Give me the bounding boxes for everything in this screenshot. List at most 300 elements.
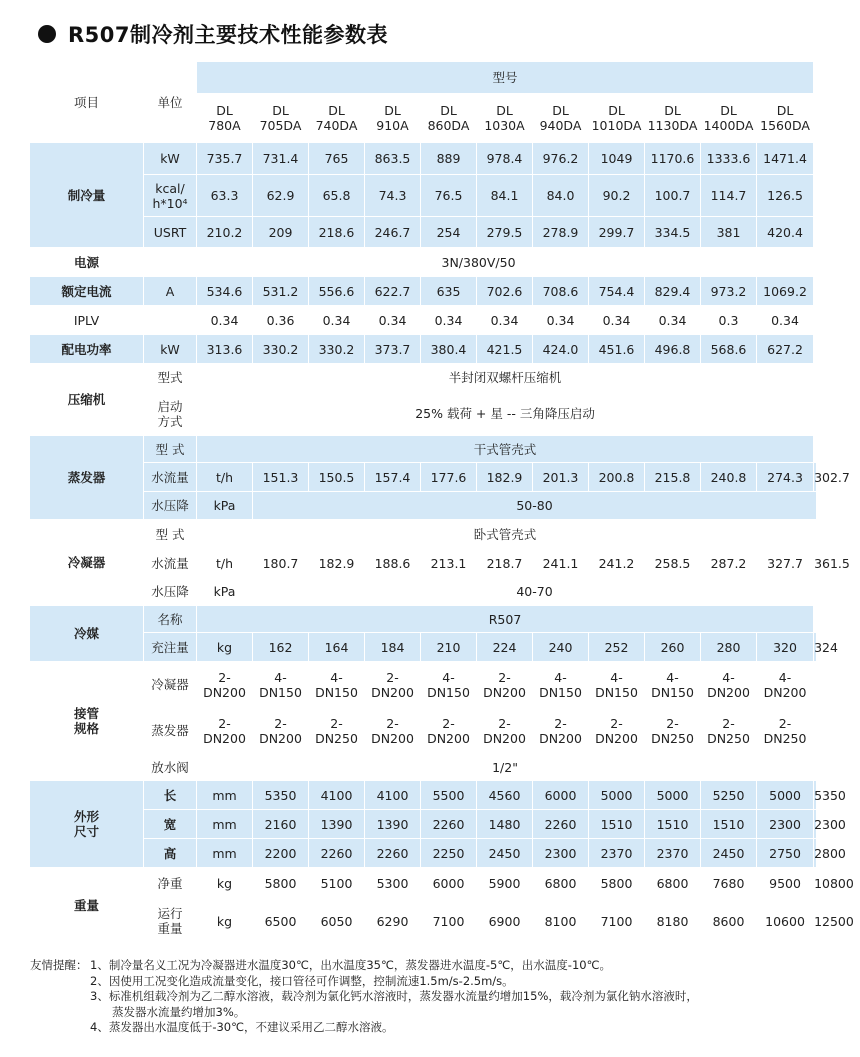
data-cell: 381: [701, 217, 757, 248]
data-cell: 4560: [477, 781, 533, 810]
data-cell: 200.8: [589, 463, 645, 492]
data-cell: 978.4: [477, 143, 533, 175]
condenser-type-label: 型 式: [144, 520, 197, 549]
data-cell-line: 2-: [554, 715, 567, 731]
data-cell: 209: [253, 217, 309, 248]
data-cell: [701, 708, 757, 754]
data-cell-line: DN200: [203, 730, 246, 746]
data-cell: 568.6: [701, 335, 757, 364]
data-cell-line: DN150: [651, 684, 694, 700]
table-row: [30, 578, 817, 606]
data-cell: 150.5: [309, 463, 365, 492]
data-cell: [309, 662, 365, 708]
data-cell-line: 2-: [218, 669, 231, 685]
evaporator-flow-label: 水流量: [144, 463, 197, 492]
evaporator-drop-value: 50-80: [253, 492, 817, 520]
refrigerant-label: 冷媒: [30, 606, 144, 662]
table-row: [30, 364, 817, 392]
unit-cell: USRT: [144, 217, 197, 248]
note-item: 4、蒸发器出水温度低于-30℃，不建议采用乙二醇水溶液。: [90, 1020, 394, 1034]
model-cell-line: 740DA: [315, 118, 358, 133]
data-cell: 63.3: [197, 175, 253, 217]
condenser-drop-value: 40-70: [253, 578, 817, 606]
data-cell: 6500: [253, 900, 309, 943]
model-cell-line: DL: [720, 103, 737, 118]
piping-drain-label: 放水阀: [144, 754, 197, 781]
table-row: [30, 810, 817, 839]
power-input-label: 配电功率: [30, 335, 144, 364]
data-cell: 0.34: [645, 306, 701, 335]
data-cell: 5000: [589, 781, 645, 810]
note-row-3b: [30, 1005, 830, 1021]
data-cell-line: DN200: [539, 730, 582, 746]
data-cell: 84.1: [477, 175, 533, 217]
dimensions-label: [30, 781, 144, 868]
unit-cell: mm: [197, 839, 253, 868]
condenser-drop-label: 水压降: [144, 578, 197, 606]
evaporator-drop-label: 水压降: [144, 492, 197, 520]
data-cell: 534.6: [197, 277, 253, 306]
data-cell: 5900: [477, 868, 533, 900]
data-cell: 126.5: [757, 175, 814, 217]
data-cell: 735.7: [197, 143, 253, 175]
data-cell: 114.7: [701, 175, 757, 217]
data-cell: [253, 662, 309, 708]
model-cell-line: 1560DA: [760, 118, 810, 133]
data-cell: [757, 662, 814, 708]
data-cell: 1480: [477, 810, 533, 839]
weight-label: 重量: [30, 868, 144, 943]
unit-cell: kg: [197, 900, 253, 943]
model-cell: [701, 94, 757, 143]
model-cell: [197, 94, 253, 143]
model-cell-line: 940DA: [539, 118, 582, 133]
data-cell-line: DN250: [707, 730, 750, 746]
compressor-start-label: [144, 392, 197, 436]
data-cell: 2450: [477, 839, 533, 868]
data-cell: 4100: [365, 781, 421, 810]
bullet-icon: [38, 25, 56, 43]
data-cell: [477, 662, 533, 708]
data-cell: 5000: [645, 781, 701, 810]
data-cell: 215.8: [645, 463, 701, 492]
data-cell: 7100: [589, 900, 645, 943]
data-cell: 6800: [533, 868, 589, 900]
title-text: R507制冷剂主要技术性能参数表: [68, 23, 389, 47]
data-cell: 302.7: [814, 463, 817, 492]
data-cell-line: 2-: [666, 715, 679, 731]
data-cell-line: 2-: [386, 715, 399, 731]
net-weight-label: 净重: [144, 868, 197, 900]
data-cell: 324: [814, 633, 817, 662]
data-cell: 731.4: [253, 143, 309, 175]
data-cell: 0.34: [533, 306, 589, 335]
data-cell-line: 4-: [666, 669, 679, 685]
data-cell: 5800: [253, 868, 309, 900]
condenser-label: 冷凝器: [30, 520, 144, 606]
data-cell: 252: [589, 633, 645, 662]
unit-cell: kW: [144, 335, 197, 364]
data-cell: 0.36: [253, 306, 309, 335]
model-cell-line: 780A: [208, 118, 241, 133]
note-row-1: [30, 958, 830, 974]
data-cell: 7680: [701, 868, 757, 900]
unit-cell: t/h: [197, 549, 253, 578]
data-cell: 0.34: [421, 306, 477, 335]
data-cell: 863.5: [365, 143, 421, 175]
model-cell: [421, 94, 477, 143]
model-cell-line: DL: [776, 103, 794, 118]
data-cell: [645, 662, 701, 708]
data-cell-line: DN200: [371, 730, 414, 746]
data-cell-line: DN200: [707, 684, 750, 700]
data-cell: 0.34: [477, 306, 533, 335]
data-cell: 5350: [253, 781, 309, 810]
table-row: [30, 306, 817, 335]
data-cell: 334.5: [645, 217, 701, 248]
data-cell: [365, 662, 421, 708]
compressor-start-label-line: 方式: [157, 413, 183, 429]
data-cell: 246.7: [365, 217, 421, 248]
data-cell: 184: [365, 633, 421, 662]
data-cell: 2800: [814, 839, 817, 868]
data-cell: 5250: [701, 781, 757, 810]
table-row: [30, 436, 817, 463]
data-cell: 6000: [421, 868, 477, 900]
model-cell-line: 1030A: [484, 118, 525, 133]
data-cell-line: 2-: [274, 715, 287, 731]
power-value: 3N/380V/50: [144, 248, 814, 277]
data-cell: 496.8: [645, 335, 701, 364]
dimensions-label-line: 尺寸: [73, 824, 99, 839]
table-row: [30, 549, 817, 578]
refrigerant-charge-label: 充注量: [144, 633, 197, 662]
data-cell: 2370: [645, 839, 701, 868]
data-cell: 2260: [421, 810, 477, 839]
data-cell: 1170.6: [645, 143, 701, 175]
data-cell: 218.6: [309, 217, 365, 248]
model-cell-line: 860DA: [427, 118, 470, 133]
data-cell: 627.2: [757, 335, 814, 364]
notes: [30, 958, 830, 1036]
piping-label-line: 规格: [73, 721, 99, 736]
data-cell-line: DN150: [539, 684, 582, 700]
data-cell-line: 4-: [778, 669, 792, 685]
data-cell: 210: [421, 633, 477, 662]
compressor-label: 压缩机: [30, 364, 144, 436]
table-row: [30, 662, 817, 708]
unit-cell: kPa: [197, 492, 253, 520]
data-cell-line: 4-: [554, 669, 567, 685]
table-row: [30, 633, 817, 662]
table-row: [30, 175, 817, 217]
data-cell: [589, 708, 645, 754]
data-cell: 2450: [701, 839, 757, 868]
data-cell: 10800: [814, 868, 817, 900]
data-cell: 2260: [309, 839, 365, 868]
power-label: 电源: [30, 248, 144, 277]
model-cell-line: DL: [552, 103, 569, 118]
data-cell-line: 2-: [498, 669, 511, 685]
data-cell: 702.6: [477, 277, 533, 306]
data-cell: 889: [421, 143, 477, 175]
data-cell-line: 2-: [498, 715, 511, 731]
data-cell: 241.2: [589, 549, 645, 578]
data-cell: [197, 708, 253, 754]
data-cell: 1333.6: [701, 143, 757, 175]
length-label: 长: [144, 781, 197, 810]
data-cell: 330.2: [309, 335, 365, 364]
data-cell: 2370: [589, 839, 645, 868]
data-cell: 0.34: [757, 306, 814, 335]
data-cell: 10600: [757, 900, 814, 943]
model-cell-line: 910A: [376, 118, 409, 133]
data-cell-line: DN200: [371, 684, 414, 700]
data-cell: 278.9: [533, 217, 589, 248]
data-cell: 556.6: [309, 277, 365, 306]
model-cell-line: DL: [440, 103, 457, 118]
data-cell: 218.7: [477, 549, 533, 578]
data-cell: 0.34: [365, 306, 421, 335]
data-cell-line: 4-: [722, 669, 735, 685]
data-cell: 0.34: [589, 306, 645, 335]
model-cell: [253, 94, 309, 143]
unit-cell: kW: [144, 143, 197, 175]
model-cell: [365, 94, 421, 143]
data-cell: 5000: [757, 781, 814, 810]
model-cell-line: DL: [216, 103, 233, 118]
piping-label-line: 接管: [73, 706, 99, 721]
data-cell: 1049: [589, 143, 645, 175]
data-cell: 6900: [477, 900, 533, 943]
table-row: [30, 277, 817, 306]
data-cell: 1510: [589, 810, 645, 839]
data-cell: [197, 662, 253, 708]
data-cell-line: DN200: [483, 684, 526, 700]
data-cell-line: DN200: [427, 730, 470, 746]
data-cell: 424.0: [533, 335, 589, 364]
data-cell: 65.8: [309, 175, 365, 217]
note-row-2: [30, 974, 830, 990]
run-weight-label: [144, 900, 197, 943]
data-cell: 1069.2: [757, 277, 814, 306]
data-cell: 287.2: [701, 549, 757, 578]
data-cell: 1471.4: [757, 143, 814, 175]
data-cell: 754.4: [589, 277, 645, 306]
table-row: [30, 900, 817, 943]
note-item: 1、制冷量名义工况为冷凝器进水温度30℃，出水温度35℃，蒸发器进水温度-5℃，出水温度-10℃。: [90, 958, 611, 972]
piping-drain-value: 1/2": [197, 754, 814, 781]
data-cell: 5800: [589, 868, 645, 900]
data-cell: 0.34: [197, 306, 253, 335]
data-cell: 5500: [421, 781, 477, 810]
data-cell-line: DN250: [651, 730, 694, 746]
data-cell: 6290: [365, 900, 421, 943]
data-cell: 420.4: [757, 217, 814, 248]
table-row: [30, 839, 817, 868]
model-cell-line: DL: [328, 103, 345, 118]
data-cell-line: 4-: [274, 669, 287, 685]
data-cell: 164: [309, 633, 365, 662]
data-cell: 330.2: [253, 335, 309, 364]
data-cell: [477, 708, 533, 754]
data-cell-line: 4-: [610, 669, 623, 685]
note-row-3: [30, 989, 830, 1005]
data-cell: 9500: [757, 868, 814, 900]
unit-cell: A: [144, 277, 197, 306]
table-row: [30, 708, 817, 754]
iplv-label: IPLV: [30, 306, 144, 335]
table-row: [30, 248, 817, 277]
dimensions-label-line: 外形: [73, 809, 99, 824]
data-cell: 5100: [309, 868, 365, 900]
data-cell: [253, 708, 309, 754]
data-cell-line: DN200: [259, 730, 302, 746]
data-cell-line: DN200: [763, 684, 807, 700]
compressor-start-label-line: 启动: [157, 398, 183, 414]
unit-cell-line: h*10⁴: [152, 195, 188, 211]
data-cell: 240.8: [701, 463, 757, 492]
data-cell: 320: [757, 633, 814, 662]
note-item: 3、标准机组载冷剂为乙二醇水溶液，载冷剂为氯化钙水溶液时，蒸发器水流量约增加15%，载冷剂为氯化钠水溶液时，: [90, 989, 698, 1003]
data-cell: 765: [309, 143, 365, 175]
model-cell-line: DL: [496, 103, 513, 118]
data-cell: 213.1: [421, 549, 477, 578]
model-cell-line: 705DA: [259, 118, 302, 133]
evaporator-label: 蒸发器: [30, 436, 144, 520]
cooling-label: 制冷量: [30, 143, 144, 248]
data-cell-line: 4-: [330, 669, 343, 685]
note-row-4: [30, 1020, 830, 1036]
width-label: 宽: [144, 810, 197, 839]
compressor-type-value: 半封闭双螺杆压缩机: [197, 364, 814, 392]
data-cell: 5300: [365, 868, 421, 900]
data-cell: 976.2: [533, 143, 589, 175]
data-cell: 241.1: [533, 549, 589, 578]
table-row: [30, 62, 817, 94]
data-cell: 12500: [814, 900, 817, 943]
evaporator-type-label: 型 式: [144, 436, 197, 463]
compressor-start-value: 25% 载荷 + 星 -- 三角降压启动: [197, 392, 814, 436]
data-cell: 2250: [421, 839, 477, 868]
data-cell: 2160: [253, 810, 309, 839]
evaporator-type-value: 干式管壳式: [197, 436, 814, 463]
table-row: [30, 520, 817, 549]
model-cell-line: 1010DA: [591, 118, 642, 133]
table-row: [30, 143, 817, 175]
data-cell: 182.9: [309, 549, 365, 578]
data-cell-line: 2-: [386, 669, 399, 685]
piping-cond-label: 冷凝器: [144, 662, 197, 708]
notes-lead: 友情提醒：: [30, 958, 88, 972]
compressor-type-label: 型式: [144, 364, 197, 392]
data-cell: 451.6: [589, 335, 645, 364]
data-cell: 2260: [365, 839, 421, 868]
data-cell: [757, 708, 814, 754]
data-cell: 280: [701, 633, 757, 662]
unit-cell: [144, 175, 197, 217]
data-cell: 188.6: [365, 549, 421, 578]
data-cell: 380.4: [421, 335, 477, 364]
model-cell-line: DL: [664, 103, 681, 118]
data-cell: 258.5: [645, 549, 701, 578]
run-weight-label-line: 重量: [157, 921, 183, 936]
table-row: [30, 868, 817, 900]
data-cell: 361.5: [814, 549, 817, 578]
data-cell: 8180: [645, 900, 701, 943]
data-cell-line: DN150: [427, 684, 470, 700]
data-cell: 4100: [309, 781, 365, 810]
data-cell: 373.7: [365, 335, 421, 364]
data-cell: 6000: [533, 781, 589, 810]
data-cell-line: DN200: [483, 730, 526, 746]
data-cell-line: DN200: [203, 684, 246, 700]
model-cell-line: 1400DA: [703, 118, 754, 133]
data-cell: [421, 662, 477, 708]
refrigerant-name-label: 名称: [144, 606, 197, 633]
unit-cell: [144, 306, 197, 335]
unit-cell: kg: [197, 633, 253, 662]
table-row: [30, 781, 817, 810]
table-row: [30, 492, 817, 520]
data-cell: 2200: [253, 839, 309, 868]
refrigerant-name-value: R507: [197, 606, 814, 633]
data-cell: 1510: [645, 810, 701, 839]
data-cell-line: 2-: [778, 715, 792, 731]
data-cell: 224: [477, 633, 533, 662]
table-row: [30, 606, 817, 633]
data-cell: 299.7: [589, 217, 645, 248]
unit-cell: mm: [197, 781, 253, 810]
model-cell: [757, 94, 814, 143]
data-cell: 5350: [814, 781, 817, 810]
data-cell: 327.7: [757, 549, 814, 578]
data-cell: 279.5: [477, 217, 533, 248]
data-cell: 182.9: [477, 463, 533, 492]
condenser-type-value: 卧式管壳式: [197, 520, 814, 549]
run-weight-label-line: 运行: [157, 906, 183, 921]
note-item: 2、因使用工况变化造成流量变化，接口管径可作调整，控制流速1.5m/s-2.5m/s。: [90, 973, 514, 988]
model-cell-line: DL: [608, 103, 625, 118]
data-cell: 7100: [421, 900, 477, 943]
spec-table: [29, 61, 854, 943]
data-cell-line: 2-: [722, 715, 735, 731]
data-cell-line: DN200: [595, 730, 638, 746]
data-cell: 313.6: [197, 335, 253, 364]
table-row: [30, 754, 817, 781]
piping-evap-label: 蒸发器: [144, 708, 197, 754]
data-cell: 2300: [814, 810, 817, 839]
data-cell: 2750: [757, 839, 814, 868]
data-cell: 1510: [701, 810, 757, 839]
data-cell: 622.7: [365, 277, 421, 306]
data-cell: 973.2: [701, 277, 757, 306]
data-cell: 0.3: [701, 306, 757, 335]
table-row: [30, 335, 817, 364]
table-row: [30, 392, 817, 436]
height-label: 高: [144, 839, 197, 868]
data-cell: 162: [253, 633, 309, 662]
data-cell: 254: [421, 217, 477, 248]
data-cell: 84.0: [533, 175, 589, 217]
data-cell-line: DN150: [595, 684, 638, 700]
table-row: [30, 217, 817, 248]
data-cell: 2260: [533, 810, 589, 839]
data-cell: [645, 708, 701, 754]
unit-cell-line: kcal/: [155, 180, 185, 196]
data-cell: 260: [645, 633, 701, 662]
data-cell: 76.5: [421, 175, 477, 217]
